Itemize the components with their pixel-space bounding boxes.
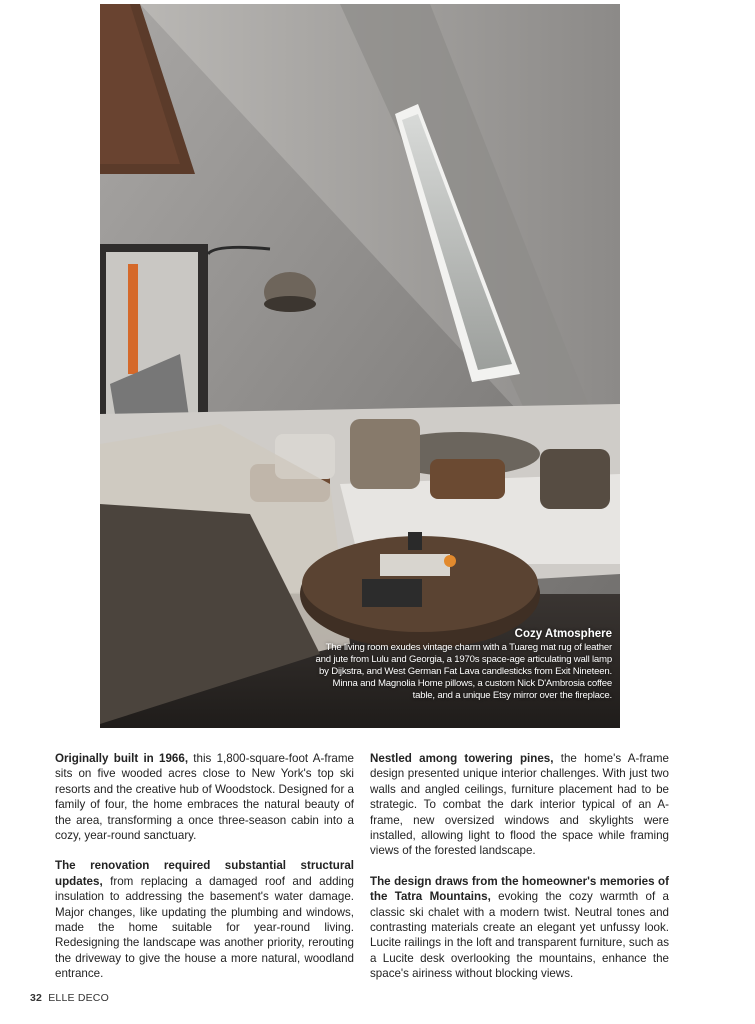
magazine-name: ELLE DECO xyxy=(48,992,109,1004)
caption-title: Cozy Atmosphere xyxy=(514,628,612,640)
paragraph xyxy=(55,751,354,843)
article-column-right xyxy=(370,751,669,997)
article-column-left xyxy=(55,751,354,997)
paragraph-lead: The design draws from the homeowner's memories of the Tatra Mountains, xyxy=(370,874,669,904)
paragraph-lead: Originally built in 1966, xyxy=(55,752,189,765)
paragraph-lead: The renovation required substantial structural updates, xyxy=(55,859,354,888)
paragraph xyxy=(370,751,669,859)
paragraph-lead: Nestled among towering pines, xyxy=(370,752,554,765)
paragraph-text: this 1,800-square-foot A-frame sits on five wooded acres close to New York's top ski resorts and the creative hub of Woodstock. Designed for a family of four, the home embraces the natural beauty of the area, transforming a once three-season cabin into a cozy, year-round sanctuary. xyxy=(55,752,354,843)
living-room-photo xyxy=(100,4,620,728)
photo-illustration xyxy=(100,4,620,728)
paragraph-text: evoking the cozy warmth of a classic ski chalet with a modern twist. Neutral tones and contrasting materials create an elegant yet unfussy look. Lucite railings in the loft and transparent furniture, such as a Lucite desk overlooking the mountains, enhance the space's airiness without blocking views. xyxy=(370,890,669,981)
caption-text: The living room exudes vintage charm with a Tuareg mat rug of leather and jute from Lulu and Georgia, a 1970s space-age articulating wall lamp by Dijkstra, and West German Fat Lava candlesticks from Exit Nineteen. Minna and Magnolia Home pillows, a custom Nick D'Ambrosia coffee table, and a unique Etsy mirror over the fireplace. xyxy=(315,642,612,701)
page-number: 32 xyxy=(30,992,43,1004)
paragraph xyxy=(55,858,354,981)
photo-caption xyxy=(312,628,612,702)
paragraph-text: the home's A-frame design presented unique interior challenges. With just two walls and angled ceilings, furniture placement had to be strategic. To combat the dark interior typical of an A-frame, new oversized windows and skylights were installed, allowing light to flood the space while framing views of the forested landscape. xyxy=(370,752,669,858)
paragraph-text: from replacing a damaged roof and adding insulation to addressing the basement's water damage. Major changes, like updating the plumbing and windows, made the home suitable for year-round living. Redesigning the landscape was another priority, rerouting the driveway to give the house a more natural, woodland entrance. xyxy=(55,874,354,981)
page-footer xyxy=(30,992,109,1004)
paragraph xyxy=(370,874,669,982)
